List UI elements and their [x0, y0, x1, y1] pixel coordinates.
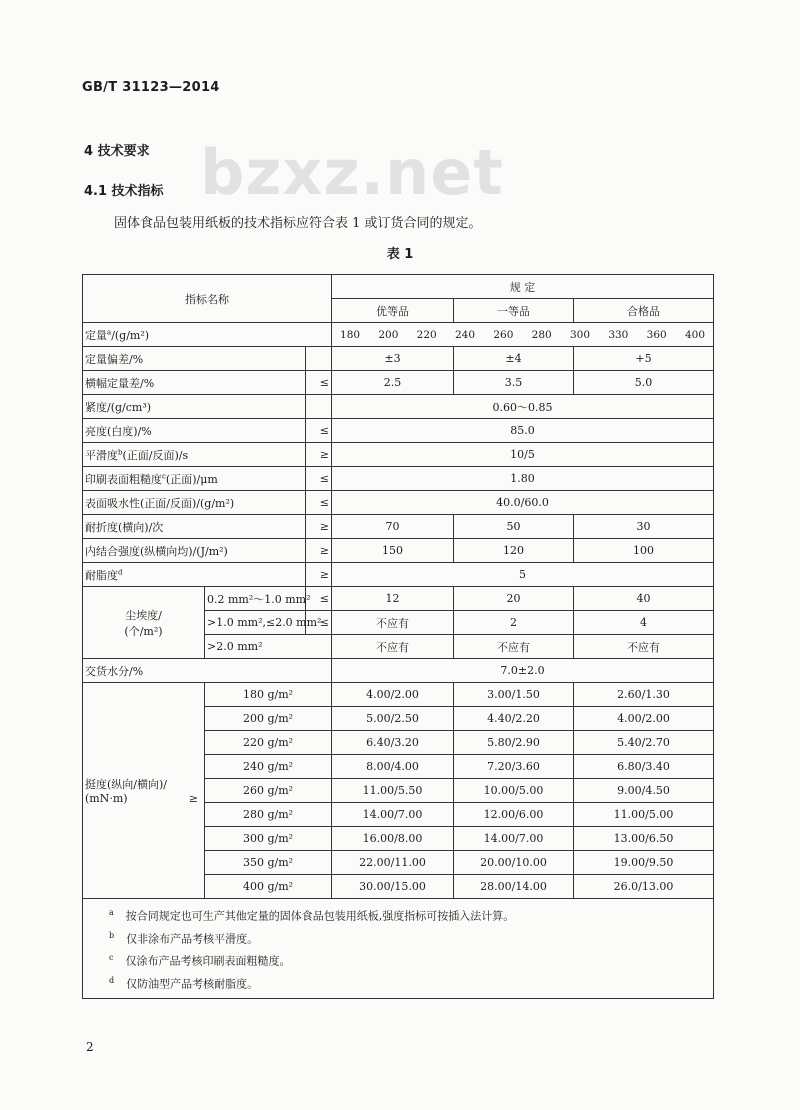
cell-value: 不应有 — [574, 635, 714, 659]
cell-value: 0.60～0.85 — [332, 395, 714, 419]
cell-value: 16.00/8.00 — [332, 827, 454, 851]
cell-value: 4.00/2.00 — [574, 707, 714, 731]
row-label: 紧度/(g/cm³) — [83, 395, 306, 419]
table-row — [83, 395, 714, 419]
row-label: 内结合强度(纵横向均)/(J/m²) — [83, 539, 306, 563]
table-row — [83, 419, 714, 443]
subsection-heading: 4.1 技术指标 — [84, 184, 164, 199]
row-label: 耐脂度$^d$ — [83, 563, 306, 587]
cell-value: 14.00/7.00 — [332, 803, 454, 827]
table-row — [83, 515, 714, 539]
cell-value: 19.00/9.50 — [574, 851, 714, 875]
cell-value: 26.0/13.00 — [574, 875, 714, 899]
cell-value: 5 — [332, 563, 714, 587]
table-caption: 表 1 — [386, 247, 414, 262]
cell-value: 2.5 — [332, 371, 454, 395]
footnote: $^c$ 仅涂布产品考核印刷表面粗糙度。 — [109, 953, 291, 968]
grammage: 260 g/m² — [205, 779, 332, 803]
cell-value: 13.00/6.50 — [574, 827, 714, 851]
cell-value: 11.00/5.50 — [332, 779, 454, 803]
cell-value: 4.40/2.20 — [454, 707, 574, 731]
cell-value: 7.0±2.0 — [332, 659, 714, 683]
page-number: 2 — [86, 1040, 94, 1054]
cell-value: 12.00/6.00 — [454, 803, 574, 827]
cell-value: 30.00/15.00 — [332, 875, 454, 899]
cell-value: +5 — [574, 347, 714, 371]
cell-value: 5.40/2.70 — [574, 731, 714, 755]
cell-value: 9.00/4.50 — [574, 779, 714, 803]
grammage: 350 g/m² — [205, 851, 332, 875]
comparator: ≥ — [306, 563, 332, 587]
row-label: 印刷表面粗糙度$^c$(正面)/μm — [83, 467, 306, 491]
cell-value: 100 — [574, 539, 714, 563]
table-row — [83, 659, 714, 683]
table-row — [83, 683, 714, 707]
footnote: $^d$ 仅防油型产品考核耐脂度。 — [109, 975, 259, 991]
grammage: 280 g/m² — [205, 803, 332, 827]
table-notes — [83, 899, 714, 999]
footnote: $^b$ 仅非涂布产品考核平滑度。 — [109, 930, 259, 946]
watermark: bzxz.net — [200, 136, 504, 209]
grammage: 180 g/m² — [205, 683, 332, 707]
grammage: 300 g/m² — [205, 827, 332, 851]
comparator: ≤ — [306, 419, 332, 443]
cell-value: 2 — [454, 611, 574, 635]
dirt-range: 0.2 mm²～1.0 mm² — [205, 587, 306, 611]
cell-value: 14.00/7.00 — [454, 827, 574, 851]
cell-value: 150 — [332, 539, 454, 563]
section-heading: 4 技术要求 — [84, 144, 150, 159]
grammage: 220 g/m² — [205, 731, 332, 755]
cell-value: 50 — [454, 515, 574, 539]
grammage: 240 g/m² — [205, 755, 332, 779]
cell-value: 4.00/2.00 — [332, 683, 454, 707]
cell-value: 3.00/1.50 — [454, 683, 574, 707]
row-label: 定量$^a$/(g/m²) — [83, 323, 332, 347]
cell-value: 6.40/3.20 — [332, 731, 454, 755]
dirt-range: >1.0 mm²,≤2.0 mm² — [205, 611, 306, 635]
col-spec-header: 规 定 — [332, 275, 714, 299]
cell-value: 11.00/5.00 — [574, 803, 714, 827]
dirt-range: >2.0 mm² — [205, 635, 332, 659]
comparator: ≤ — [306, 611, 332, 635]
cell-value: 40.0/60.0 — [332, 491, 714, 515]
cell-value: 10/5 — [332, 443, 714, 467]
table-row — [83, 467, 714, 491]
table-notes-row — [83, 899, 714, 999]
spec-table — [82, 274, 714, 999]
grade-header: 优等品 — [332, 299, 454, 323]
basis-weight-values: 180 200 220 240 260 280 300 330 360 400 — [332, 323, 714, 347]
cell-value: ±4 — [454, 347, 574, 371]
cell-value: 5.0 — [574, 371, 714, 395]
table-row — [83, 539, 714, 563]
cell-value: 120 — [454, 539, 574, 563]
cell-value: 1.80 — [332, 467, 714, 491]
row-label: 表面吸水性(正面/反面)/(g/m²) — [83, 491, 306, 515]
comparator: ≥ — [306, 443, 332, 467]
cell-value: ±3 — [332, 347, 454, 371]
table-row — [83, 323, 714, 347]
table-header-row — [83, 275, 714, 299]
grammage: 200 g/m² — [205, 707, 332, 731]
table-row — [83, 371, 714, 395]
cell-value: 5.00/2.50 — [332, 707, 454, 731]
row-label: 尘埃度/ (个/m²) — [83, 587, 205, 659]
cell-value: 40 — [574, 587, 714, 611]
cell-value: 6.80/3.40 — [574, 755, 714, 779]
comparator: ≤ — [306, 467, 332, 491]
cell-value: 22.00/11.00 — [332, 851, 454, 875]
row-label: 耐折度(横向)/次 — [83, 515, 306, 539]
table-row — [83, 347, 714, 371]
comparator — [306, 395, 332, 419]
comparator: ≤ — [306, 587, 332, 611]
cell-value: 3.5 — [454, 371, 574, 395]
row-label: 平滑度$^b$(正面/反面)/s — [83, 443, 306, 467]
cell-value: 不应有 — [332, 611, 454, 635]
cell-value: 70 — [332, 515, 454, 539]
comparator: ≥ — [188, 792, 198, 805]
cell-value: 20 — [454, 587, 574, 611]
cell-value: 12 — [332, 587, 454, 611]
row-label: 亮度(白度)/% — [83, 419, 306, 443]
cell-value: 30 — [574, 515, 714, 539]
cell-value: 5.80/2.90 — [454, 731, 574, 755]
row-label: 交货水分/% — [83, 659, 332, 683]
grammage: 400 g/m² — [205, 875, 332, 899]
row-label: 横幅定量差/% — [83, 371, 306, 395]
cell-value: 85.0 — [332, 419, 714, 443]
comparator — [306, 347, 332, 371]
paragraph: 固体食品包装用纸板的技术指标应符合表 1 或订货合同的规定。 — [114, 216, 482, 231]
grade-header: 合格品 — [574, 299, 714, 323]
grade-header: 一等品 — [454, 299, 574, 323]
cell-value: 7.20/3.60 — [454, 755, 574, 779]
cell-value: 28.00/14.00 — [454, 875, 574, 899]
comparator: ≤ — [306, 491, 332, 515]
comparator: ≥ — [306, 539, 332, 563]
cell-value: 不应有 — [332, 635, 454, 659]
table-row — [83, 443, 714, 467]
cell-value: 8.00/4.00 — [332, 755, 454, 779]
table-row — [83, 563, 714, 587]
table-row — [83, 587, 714, 611]
comparator: ≤ — [306, 371, 332, 395]
cell-value: 2.60/1.30 — [574, 683, 714, 707]
standard-number: GB/T 31123—2014 — [82, 80, 220, 95]
cell-value: 20.00/10.00 — [454, 851, 574, 875]
footnote: $^a$ 按合同规定也可生产其他定量的固体食品包装用纸板,强度指标可按插入法计算。 — [109, 908, 515, 923]
table-row — [83, 491, 714, 515]
comparator: ≥ — [306, 515, 332, 539]
cell-value: 不应有 — [454, 635, 574, 659]
row-label: 挺度(纵向/横向)/ (mN·m) ≥ — [83, 683, 205, 899]
col-name-header: 指标名称 — [83, 275, 332, 323]
cell-value: 10.00/5.00 — [454, 779, 574, 803]
row-label: 定量偏差/% — [83, 347, 306, 371]
cell-value: 4 — [574, 611, 714, 635]
